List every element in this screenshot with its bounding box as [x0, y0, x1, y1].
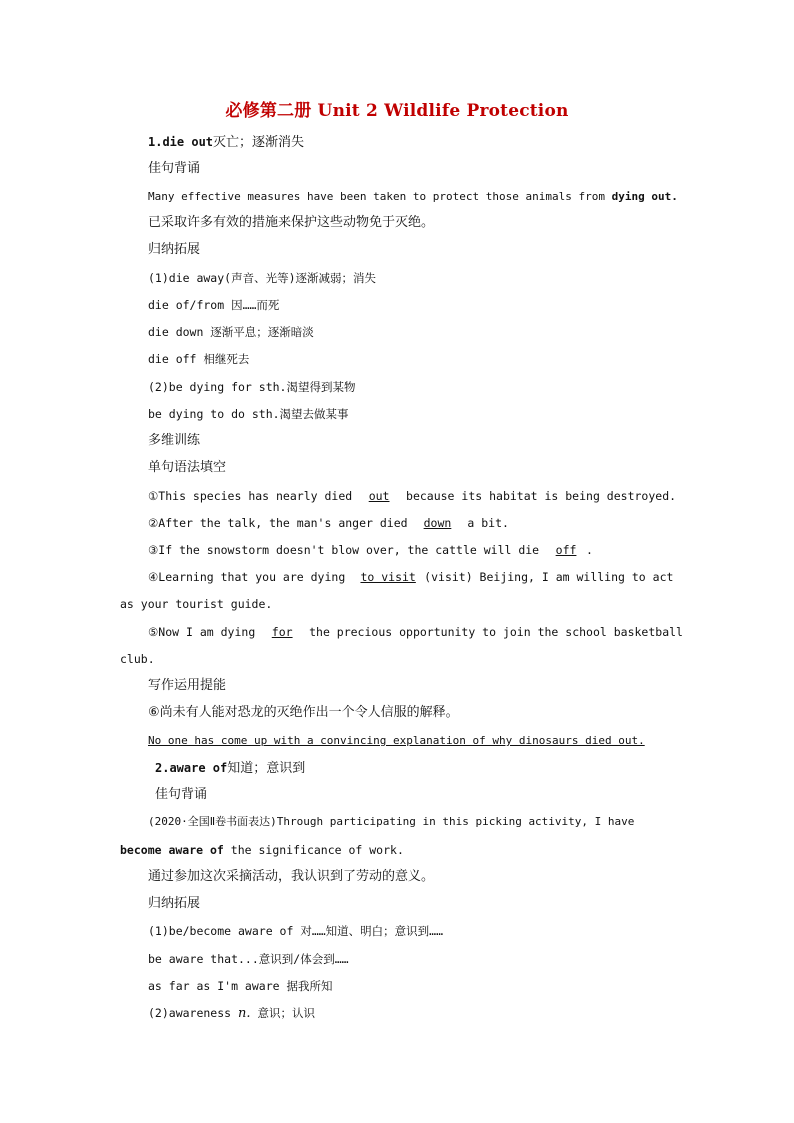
label-fill: 单句语法填空 [148, 460, 227, 475]
expand-item: be aware that...意识到/体会到…… [148, 952, 349, 966]
question-text: ⑤Now I am dying [148, 625, 263, 639]
expand-item: as far as I'm aware 据我所知 [148, 979, 333, 993]
expand-meaning: 意识；认识 [250, 1006, 315, 1020]
page-title: 必修第二册 Unit 2 Wildlife Protection [225, 101, 569, 121]
example-en-text: Through participating in this picking activity, I have [276, 815, 635, 828]
expand-item: (1)be/become aware of 对……知道、明白；意识到…… [148, 924, 444, 938]
question-text: . [586, 543, 593, 557]
question-4 [148, 568, 673, 586]
section-1-term: 1.die out [148, 135, 214, 149]
example-en-phrase: dying out. [611, 190, 678, 203]
question-text: a bit. [460, 516, 509, 530]
question-text: (visit) Beijing, I am willing to act [424, 570, 674, 584]
question-5-cont: club. [120, 652, 155, 666]
answer-blank: to visit [360, 570, 416, 584]
section-2-meaning: 知道；意识到 [227, 761, 306, 776]
expand-item: die off 相继死去 [148, 352, 250, 366]
question-text: ④Learning that you are dying [148, 570, 353, 584]
question-text: ③If the snowstorm doesn't blow over, the cattle will die [148, 543, 547, 557]
example-en-text: Many effective measures have been taken to protect those animals from [148, 190, 612, 203]
answer-blank: out [368, 489, 390, 503]
section-2-heading [155, 759, 305, 778]
expand-item: (2)be dying for sth.渴望得到某物 [148, 380, 356, 394]
example-en-phrase: become aware of [120, 843, 224, 857]
answer-blank: down [423, 516, 452, 530]
question-3 [148, 541, 593, 559]
expand-item: be dying to do sth.渴望去做某事 [148, 407, 349, 421]
question-1 [148, 487, 676, 505]
answer-blank: off [555, 543, 577, 557]
expand-item: die of/from 因……而死 [148, 298, 280, 312]
example-en-text: the significance of work. [223, 843, 404, 857]
question-text: because its habitat is being destroyed. [399, 489, 677, 503]
question-2 [148, 514, 509, 532]
label-sentence: 佳句背诵 [155, 787, 208, 802]
example-source: (2020·全国Ⅱ卷书面表达) [148, 815, 277, 828]
example-en [148, 188, 678, 206]
question-text: ①This species has nearly died [148, 489, 360, 503]
example-en [148, 813, 634, 831]
expand-item [148, 1004, 315, 1023]
part-of-speech: n. [238, 1006, 251, 1021]
label-training: 多维训练 [148, 433, 201, 448]
expand-item: die down 逐渐平息；逐渐暗淡 [148, 325, 314, 339]
label-expand: 归纳拓展 [148, 896, 201, 911]
example-en-cont [120, 841, 404, 859]
section-2-term: 2.aware of [155, 761, 228, 775]
question-5 [148, 623, 683, 641]
label-expand: 归纳拓展 [148, 242, 201, 257]
section-1-heading [148, 133, 304, 152]
question-text: the precious opportunity to join the school basketball [302, 625, 683, 639]
question-text: ②After the talk, the man's anger died [148, 516, 415, 530]
question-6-prompt: ⑥尚未有人能对恐龙的灭绝作出一个令人信服的解释。 [148, 705, 459, 720]
example-cn: 已采取许多有效的措施来保护这些动物免于灭绝。 [148, 215, 435, 230]
label-sentence: 佳句背诵 [148, 161, 201, 176]
example-cn: 通过参加这次采摘活动，我认识到了劳动的意义。 [148, 869, 435, 884]
section-1-meaning: 灭亡；逐渐消失 [213, 135, 305, 150]
answer-blank: for [271, 625, 293, 639]
label-writing: 写作运用提能 [148, 678, 227, 693]
expand-word: (2)awareness [148, 1006, 239, 1020]
question-4-cont: as your tourist guide. [120, 597, 273, 611]
question-6-answer: No one has come up with a convincing explanation of why dinosaurs died out. [148, 734, 645, 747]
expand-item: (1)die away(声音、光等)逐渐减弱；消失 [148, 271, 377, 285]
